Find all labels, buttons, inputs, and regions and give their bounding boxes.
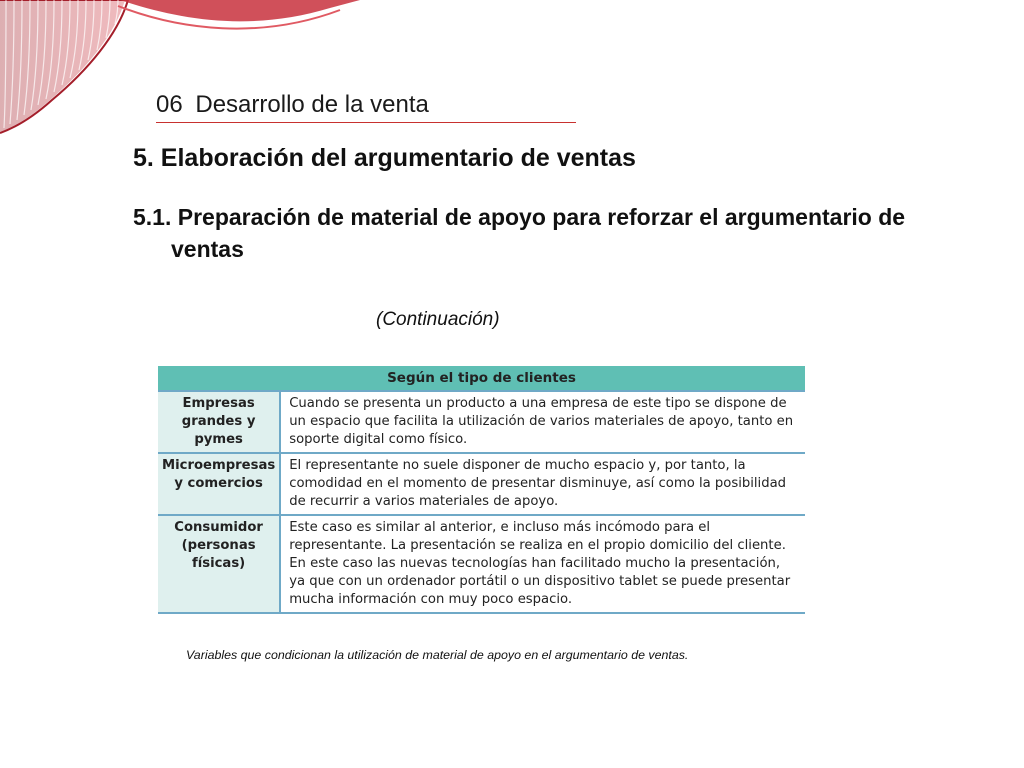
table-row — [158, 453, 805, 515]
table-caption: Variables que condicionan la utilización de material de apoyo en el argumentario de ventas. — [186, 648, 689, 662]
subsection-heading: 5.1. Preparación de material de apoyo para reforzar el argumentario de ventas — [133, 204, 906, 262]
chapter-title: Desarrollo de la venta — [195, 91, 429, 118]
chapter-number: 06 — [156, 91, 183, 118]
row-label: Microempresas y comercios — [158, 453, 280, 515]
table-row — [158, 515, 805, 613]
row-description: Este caso es similar al anterior, e incluso más incómodo para el representante. La presentación se realiza en el propio domicilio del cliente. En este caso las nuevas tecnologías han facilitado mucho la presentación, ya que con un ordenador portátil o un dispositivo tablet se puede presentar mucha información con muy poco espacio. — [280, 515, 805, 613]
table-row — [158, 391, 805, 453]
row-description: Cuando se presenta un producto a una empresa de este tipo se dispone de un espacio que facilita la utilización de varios materiales de apoyo, tanto en soporte digital como físico. — [280, 391, 805, 453]
row-label: Consumidor (personas físicas) — [158, 515, 280, 613]
row-label: Empresas grandes y pymes — [158, 391, 280, 453]
continuation-label: (Continuación) — [376, 309, 500, 330]
client-type-table — [158, 366, 805, 614]
section-heading: 5. Elaboración del argumentario de ventas — [133, 144, 636, 172]
row-description: El representante no suele disponer de mucho espacio y, por tanto, la comodidad en el momento de presentar disminuye, así como la posibilidad de recurrir a varios materiales de apoyo. — [280, 453, 805, 515]
chapter-header — [156, 90, 576, 123]
table-header: Según el tipo de clientes — [158, 366, 805, 391]
